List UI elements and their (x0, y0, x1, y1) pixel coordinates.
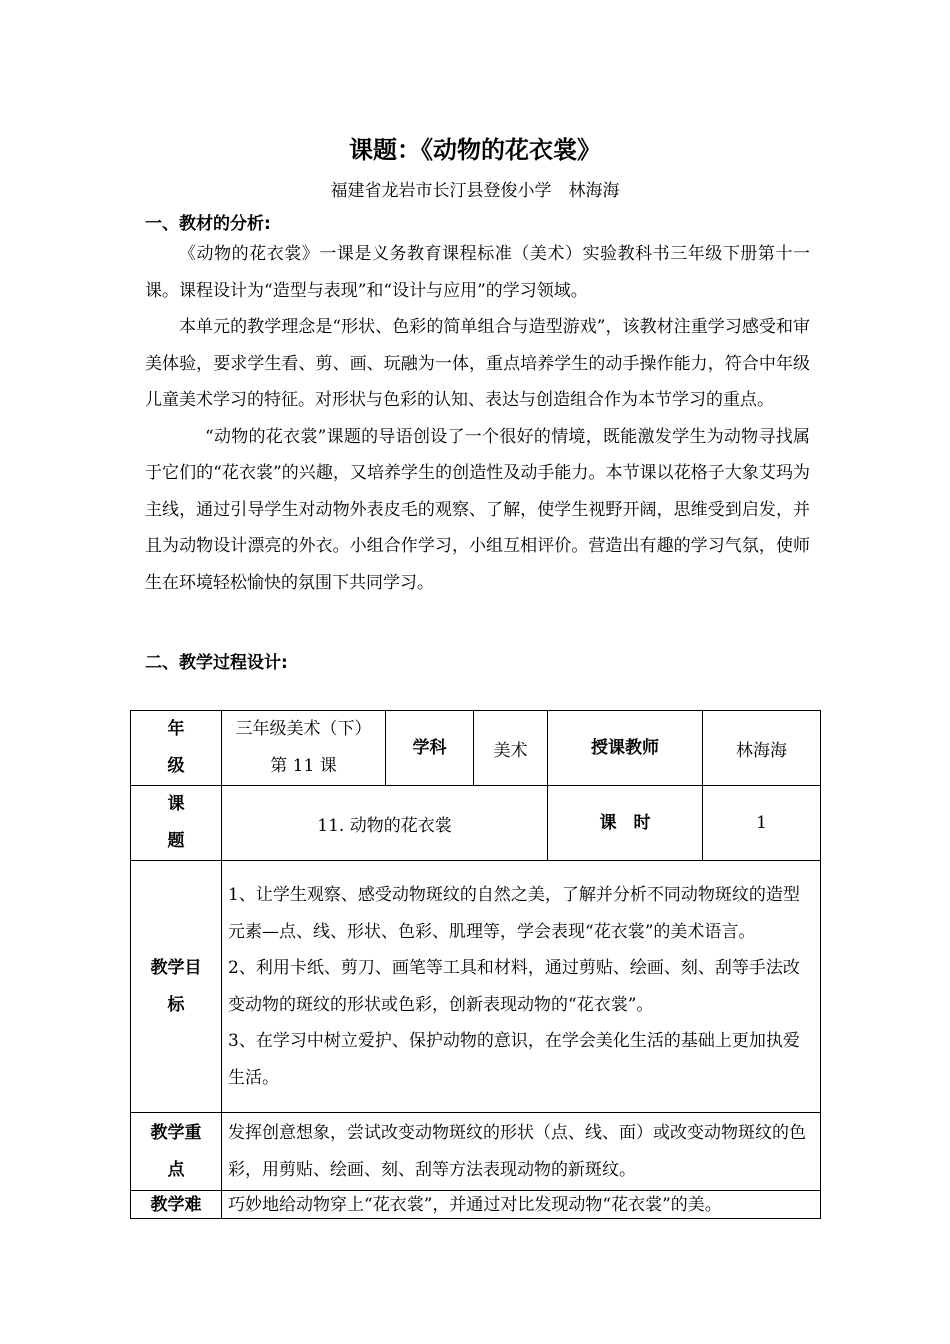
analysis-paragraph: 本单元的教学理念是“形状、色彩的简单组合与造型游戏”，该教材注重学习感受和审美体验，要求学生看、剪、画、玩融为一体，重点培养学生的动手操作能力，符合中年级儿童美术学习的特征。对形状与色彩的认知、表达与创造组合作为本节学习的重点。 (145, 317, 810, 410)
goals-content (222, 861, 821, 1113)
page-title: 课题：《动物的花衣裳》 (349, 136, 601, 164)
table-row (131, 1113, 821, 1191)
table-row (131, 786, 821, 861)
lesson-plan-table (130, 710, 821, 1219)
key-label-line: 教学重 (150, 1122, 202, 1143)
teacher-value: 林海海 (703, 711, 821, 786)
author-line: 福建省龙岩市长汀县登俊小学 林海海 (330, 181, 620, 201)
key-label-line: 点 (167, 1159, 185, 1180)
period-value: 1 (703, 786, 821, 861)
topic-label-line: 题 (167, 831, 185, 851)
grade-label-line: 级 (167, 756, 185, 776)
grade-label-cell (131, 711, 222, 786)
section-heading-process: 二、教学过程设计: (145, 653, 288, 673)
grade-value-line: 三年级美术（下） (235, 719, 372, 739)
period-label: 课 时 (548, 786, 703, 861)
topic-value: 11. 动物的花衣裳 (222, 786, 548, 861)
goals-label-line: 教学目 (150, 957, 202, 978)
analysis-paragraph: “动物的花衣裳”课题的导语创设了一个很好的情境，既能激发学生为动物寻找属于它们的“花衣裳”的兴趣，又培养学生的创造性及动手能力。本节课以花格子大象艾玛为主线，通过引导学生对动物外表皮毛的观察、了解，使学生视野开阔，思维受到启发，并且为动物设计漂亮的外衣。小组合作学习，小组互相评价。营造出有趣的学习气氛，使师生在环境轻松愉快的氛围下共同学习。 (145, 426, 810, 593)
goal-item: 2、利用卡纸、剪刀、画笔等工具和材料，通过剪贴、绘画、刻、刮等手法改变动物的斑纹的形状或色彩，创新表现动物的“花衣裳”。 (228, 958, 800, 1015)
key-label-cell (131, 1113, 222, 1191)
table-row (131, 1191, 821, 1219)
table-row (131, 861, 821, 1113)
goal-item: 1、让学生观察、感受动物斑纹的自然之美，了解并分析不同动物斑纹的造型元素—点、线、形状、色彩、肌理等，学会表现“花衣裳”的美术语言。 (228, 885, 800, 942)
topic-label-cell (131, 786, 222, 861)
teacher-label: 授课教师 (548, 711, 703, 786)
analysis-body (145, 236, 810, 601)
grade-value-cell (222, 711, 386, 786)
subject-value: 美术 (474, 711, 548, 786)
difficulty-content: 巧妙地给动物穿上“花衣裳”，并通过对比发现动物“花衣裳”的美。 (222, 1191, 821, 1219)
subject-label: 学科 (386, 711, 474, 786)
section-heading-analysis: 一、教材的分析: (145, 214, 271, 234)
grade-value-line: 第 11 课 (270, 756, 337, 776)
grade-label-line: 年 (167, 719, 185, 739)
key-content: 发挥创意想象，尝试改变动物斑纹的形状（点、线、面）或改变动物斑纹的色彩，用剪贴、绘画、刻、刮等方法表现动物的新斑纹。 (222, 1113, 821, 1191)
analysis-paragraph: 《动物的花衣裳》一课是义务教育课程标准（美术）实验教科书三年级下册第十一课。课程设计为“造型与表现”和“设计与应用”的学习领域。 (145, 244, 810, 301)
goal-item: 3、在学习中树立爱护、保护动物的意识，在学会美化生活的基础上更加执爱生活。 (228, 1031, 800, 1088)
goals-label-line: 标 (167, 994, 185, 1015)
table-row (131, 711, 821, 786)
goals-label-cell (131, 861, 222, 1113)
difficulty-label: 教学难 (131, 1191, 222, 1219)
topic-label-line: 课 (167, 794, 185, 814)
